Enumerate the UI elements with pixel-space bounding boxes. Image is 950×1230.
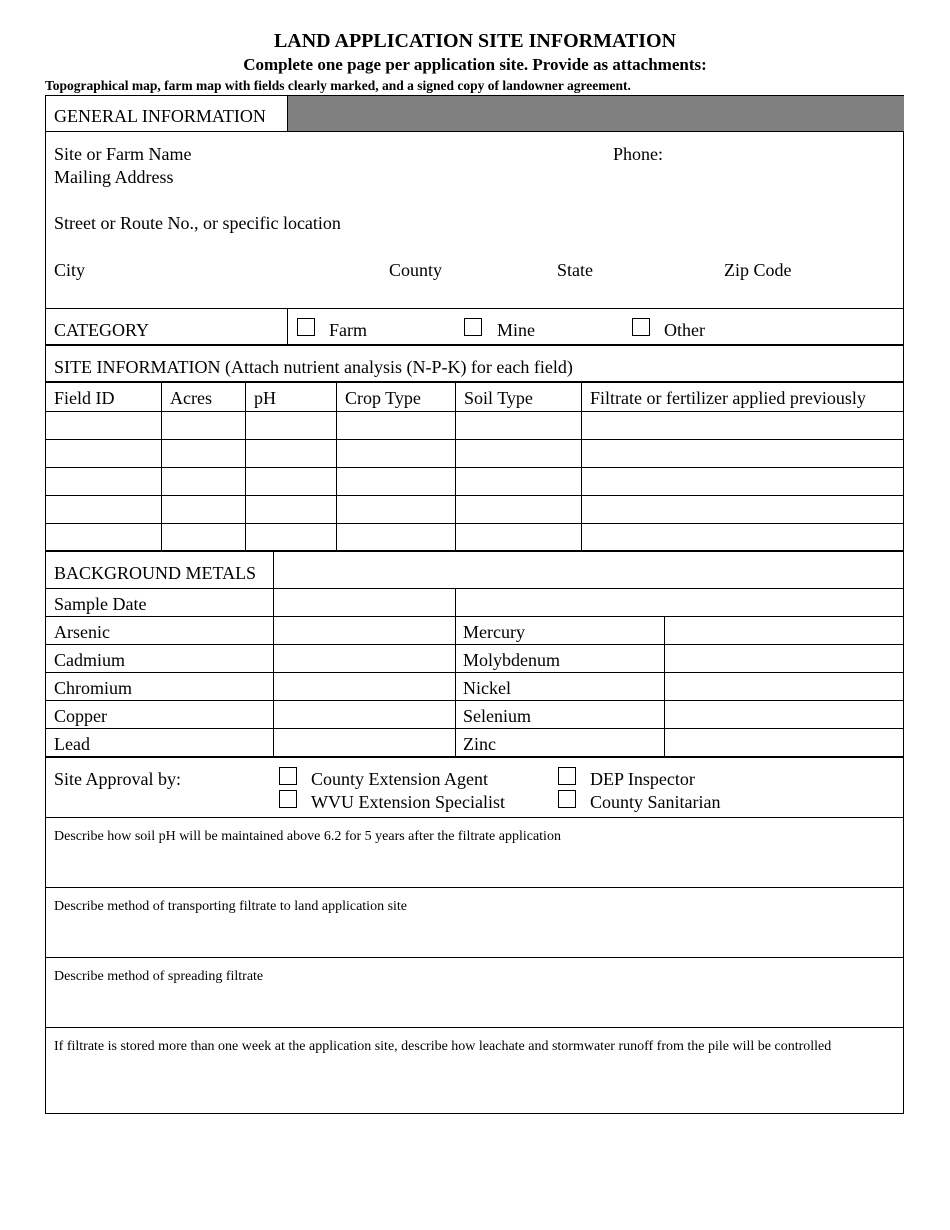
site-info-heading: SITE INFORMATION (Attach nutrient analysis (N-P-K) for each field) <box>54 357 573 377</box>
phone-label: Phone: <box>613 144 664 164</box>
category-heading: CATEGORY <box>54 320 150 340</box>
describe-spreading-label: Describe method of spreading filtrate <box>54 969 264 984</box>
county-label: County <box>389 260 443 280</box>
site-info-cell[interactable] <box>246 412 335 438</box>
metal-value-cell[interactable] <box>275 617 453 643</box>
describe-ph-label: Describe how soil pH will be maintained above 6.2 for 5 years after the filtrate application <box>54 829 561 844</box>
site-info-cell[interactable] <box>46 440 160 466</box>
farm-label: Farm <box>329 320 367 340</box>
site-info-cell[interactable] <box>337 440 454 466</box>
county-sanitarian-checkbox[interactable] <box>558 790 576 808</box>
mine-checkbox[interactable] <box>464 318 482 336</box>
wvu-extension-specialist-checkbox[interactable] <box>279 790 297 808</box>
dep-inspector-checkbox[interactable] <box>558 767 576 785</box>
metal-value-cell[interactable] <box>275 729 453 755</box>
metal-label: Nickel <box>463 678 511 698</box>
site-approval-label: Site Approval by: <box>54 769 181 789</box>
site-info-cell[interactable] <box>246 496 335 522</box>
site-info-cell[interactable] <box>456 468 580 494</box>
metal-value-cell[interactable] <box>666 617 902 643</box>
sample-date-label: Sample Date <box>54 594 147 614</box>
county-sanitarian-label: County Sanitarian <box>590 792 721 812</box>
general-heading: GENERAL INFORMATION <box>54 106 266 126</box>
zip-code-label: Zip Code <box>724 260 792 280</box>
site-info-cell[interactable] <box>246 468 335 494</box>
metal-label: Arsenic <box>54 622 110 642</box>
site-info-column-header: Crop Type <box>345 388 421 408</box>
metal-value-cell[interactable] <box>275 673 453 699</box>
site-info-cell[interactable] <box>162 496 244 522</box>
site-info-cell[interactable] <box>162 468 244 494</box>
metal-label: Mercury <box>463 622 525 642</box>
page-title: LAND APPLICATION SITE INFORMATION <box>273 30 677 52</box>
county-extension-agent-checkbox[interactable] <box>279 767 297 785</box>
metal-label: Selenium <box>463 706 531 726</box>
page-subtitle: Complete one page per application site. Provide as attachments: <box>243 55 707 74</box>
metal-label: Chromium <box>54 678 133 698</box>
city-label: City <box>54 260 86 280</box>
site-info-cell[interactable] <box>456 496 580 522</box>
attachments-note: Topographical map, farm map with fields clearly marked, and a signed copy of landowner agreement. <box>45 78 631 93</box>
metal-value-cell[interactable] <box>275 645 453 671</box>
site-info-column-header: pH <box>254 388 276 408</box>
site-info-cell[interactable] <box>337 496 454 522</box>
site-info-cell[interactable] <box>582 468 903 494</box>
site-info-cell[interactable] <box>46 468 160 494</box>
site-name-label: Site or Farm Name <box>54 144 192 164</box>
metal-label: Zinc <box>463 734 496 754</box>
site-info-cell[interactable] <box>246 524 335 549</box>
site-info-cell[interactable] <box>337 468 454 494</box>
street-label: Street or Route No., or specific location <box>54 213 341 233</box>
metal-label: Lead <box>54 734 90 754</box>
metal-value-cell[interactable] <box>275 701 453 727</box>
dep-inspector-label: DEP Inspector <box>590 769 695 789</box>
form-frame <box>45 95 904 1114</box>
site-info-cell[interactable] <box>162 412 244 438</box>
site-info-cell[interactable] <box>456 524 580 549</box>
site-info-cell[interactable] <box>246 440 335 466</box>
mailing-address-label: Mailing Address <box>54 167 174 187</box>
general-header-fill <box>287 96 904 132</box>
metal-value-cell[interactable] <box>666 645 902 671</box>
site-info-cell[interactable] <box>582 412 903 438</box>
other-label: Other <box>664 320 705 340</box>
farm-checkbox[interactable] <box>297 318 315 336</box>
site-info-cell[interactable] <box>162 524 244 549</box>
metal-label: Copper <box>54 706 107 726</box>
state-label: State <box>557 260 593 280</box>
site-info-cell[interactable] <box>46 496 160 522</box>
site-info-cell[interactable] <box>46 412 160 438</box>
site-info-cell[interactable] <box>337 412 454 438</box>
site-info-cell[interactable] <box>456 440 580 466</box>
metal-value-cell[interactable] <box>666 729 902 755</box>
metals-heading: BACKGROUND METALS <box>54 563 257 583</box>
describe-transport-label: Describe method of transporting filtrate to land application site <box>54 899 408 914</box>
site-info-cell[interactable] <box>582 440 903 466</box>
site-info-column-header: Soil Type <box>464 388 533 408</box>
mine-label: Mine <box>497 320 535 340</box>
metal-value-cell[interactable] <box>666 673 902 699</box>
other-checkbox[interactable] <box>632 318 650 336</box>
site-info-cell[interactable] <box>162 440 244 466</box>
site-info-cell[interactable] <box>582 524 903 549</box>
describe-storage-label: If filtrate is stored more than one week at the application site, describe how leachate and stormwater runoff from the pile will be controlled <box>54 1039 832 1054</box>
wvu-extension-specialist-label: WVU Extension Specialist <box>311 792 505 812</box>
site-info-cell[interactable] <box>582 496 903 522</box>
site-info-column-header: Filtrate or fertilizer applied previously <box>590 388 866 408</box>
site-info-cell[interactable] <box>46 524 160 549</box>
site-info-cell[interactable] <box>456 412 580 438</box>
site-info-cell[interactable] <box>337 524 454 549</box>
metal-value-cell[interactable] <box>666 701 902 727</box>
site-info-column-header: Acres <box>170 388 212 408</box>
metal-label: Cadmium <box>54 650 125 670</box>
metal-label: Molybdenum <box>463 650 560 670</box>
site-info-column-header: Field ID <box>54 388 115 408</box>
county-extension-agent-label: County Extension Agent <box>311 769 488 789</box>
